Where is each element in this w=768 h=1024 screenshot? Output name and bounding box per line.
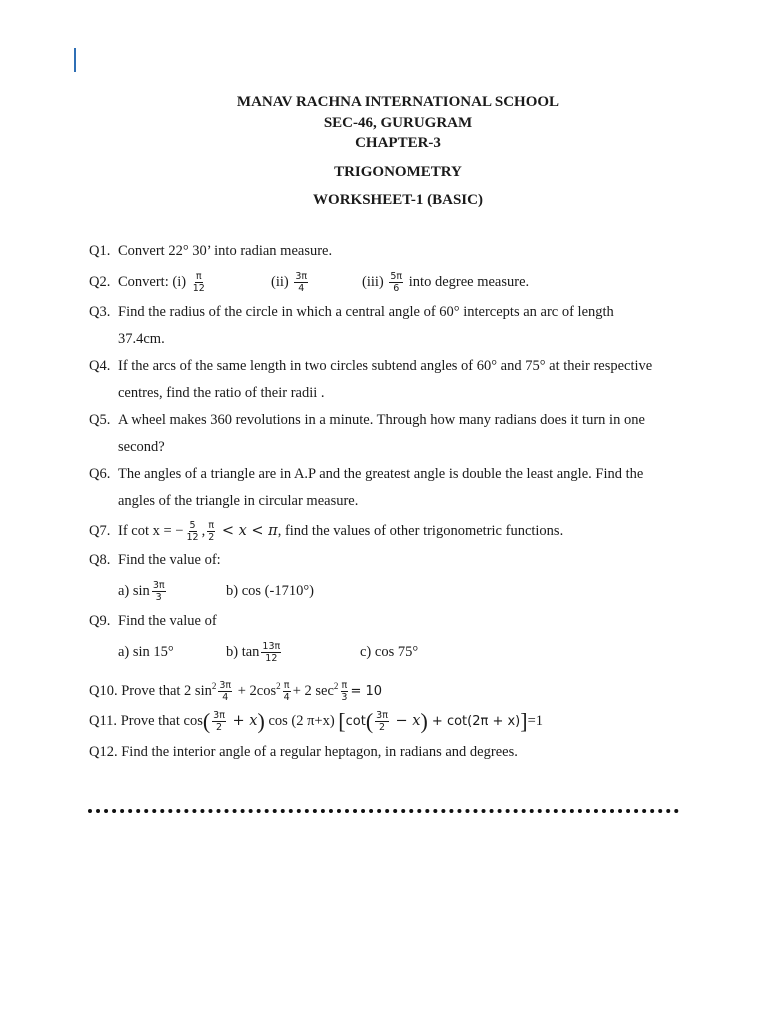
- question-list: Q1. Convert 22° 30’ into radian measure. Q2. Convert: (i) $\frac{\pi}{12}$ (ii) $\frac{3\pi}{4}$ (iii) $\frac{5\pi}{6}$ into degree measure. Q3. Find the radius of the circle in which a central angle of 60° intercepts an arc of length 37.4cm. Q4. If the arcs of the same length in two circles subtend angles of 60° and 75° at their respective centres, find the ratio of their radii . Q5. A wheel makes 360 revolutions in a minute. Through how many radians does it turn in one second? Q6. The angles of a triangle are in A.P and the greatest angle is double the least angle. Find the angles of the triangle in circular measure. Q7. If cot x = − $\frac{5}{12}$ , $\frac{\pi}{2}$ < x < π, find the values of other trigonometric functions. Q8. Find the value of: a) sin $\frac{3\pi}{3}$ b) cos (-1710°) Q9. Find the value of a) sin 15° b) tan $\frac{13\pi}{12}$ c) cos 75° Q10. Prove that 2 $\sin^2$ $\frac{3\pi}{4}$ + $2\cos^2$ $\frac{\pi}{4}$ + 2 $\sec^2$ $\frac{\pi}{3}$ = 10 Q11. Prove that cos( $\frac{3\pi}{2}$ + x) cos (2 π+x) [cot( $\frac{3\pi}{2}$ − x) + cot(2π + x)]=1 Q12. Find the interior angle of a regular heptagon, in radians and degrees.: [89, 238, 689, 766]
- question-9: Q9. Find the value of: [89, 613, 217, 629]
- question-12: Q12. Find the interior angle of a regular heptagon, in radians and degrees.: [89, 744, 518, 760]
- fraction: $\frac{3\pi}{2}$: [376, 710, 388, 734]
- fraction: $\frac{3\pi}{4}$: [219, 680, 232, 703]
- worksheet-title: WORKSHEET-1 (BASIC): [313, 192, 483, 208]
- question-4: Q4. If the arcs of the same length in two circles subtend angles of 60° and 75° at their respective: [89, 358, 653, 374]
- worksheet-header: [0, 92, 768, 211]
- question-9-parts: a) sin 15° b) tan $\frac{13\pi}{12}$ c) cos 75°: [118, 641, 419, 665]
- question-6: Q6. The angles of a triangle are in A.P and the greatest angle is double the least angle. Find the: [89, 466, 644, 482]
- fraction: $\frac{\pi}{4}$: [283, 680, 290, 703]
- question-2: Q2. Convert: (i) $\frac{\pi}{12}$ (ii) $\frac{3\pi}{4}$ (iii) $\frac{5\pi}{6}$ into degree measure.: [89, 271, 530, 295]
- school-sector: SEC-46, GURUGRAM: [323, 114, 473, 131]
- question-10: Q10. Prove that 2 $\sin^2$ $\frac{3\pi}{4}$ + $2\cos^2$ $\frac{\pi}{4}$ + 2 $\sec^2$ $\frac{\pi}{3}$ = 10: [89, 680, 383, 703]
- fraction: $\frac{\pi}{2}$: [208, 520, 215, 544]
- fraction: $\frac{3\pi}{3}$: [152, 580, 165, 604]
- fraction: $\frac{3\pi}{2}$: [213, 710, 225, 734]
- fraction: $\frac{5\pi}{6}$: [390, 271, 403, 295]
- school-name: MANAV RACHNA INTERNATIONAL SCHOOL: [236, 94, 560, 110]
- question-7: Q7. If cot x = − $\frac{5}{12}$ , $\frac{\pi}{2}$ < x < π, find the values of other trigonometric functions.: [89, 520, 564, 544]
- fraction: $\frac{5}{12}$: [186, 520, 199, 544]
- question-5: Q5. A wheel makes 360 revolutions in a minute. Through how many radians does it turn in one: [89, 412, 645, 428]
- chapter-label: CHAPTER-3: [355, 135, 441, 151]
- fraction: $\frac{3\pi}{4}$: [295, 271, 308, 295]
- subject-title: TRIGONOMETRY: [334, 163, 462, 180]
- text-cursor: [74, 48, 76, 72]
- question-8-parts: a) sin $\frac{3\pi}{3}$ b) cos (-1710°): [118, 580, 314, 604]
- dotted-separator: [88, 809, 679, 813]
- question-8: Q8. Find the value of:: [89, 552, 221, 568]
- fraction: $\frac{\pi}{12}$: [192, 271, 205, 295]
- fraction: $\frac{13\pi}{12}$: [262, 641, 281, 665]
- question-11: Q11. Prove that cos( $\frac{3\pi}{2}$ + x) cos (2 π+x) [cot( $\frac{3\pi}{2}$ − x) + cot(2π + x)]=1: [89, 708, 544, 734]
- question-1: Q1. Convert 22° 30’ into radian measure.: [89, 243, 333, 259]
- question-3: Q3. Find the radius of the circle in which a central angle of 60° intercepts an arc of length: [89, 304, 614, 320]
- fraction: $\frac{\pi}{3}$: [341, 680, 348, 703]
